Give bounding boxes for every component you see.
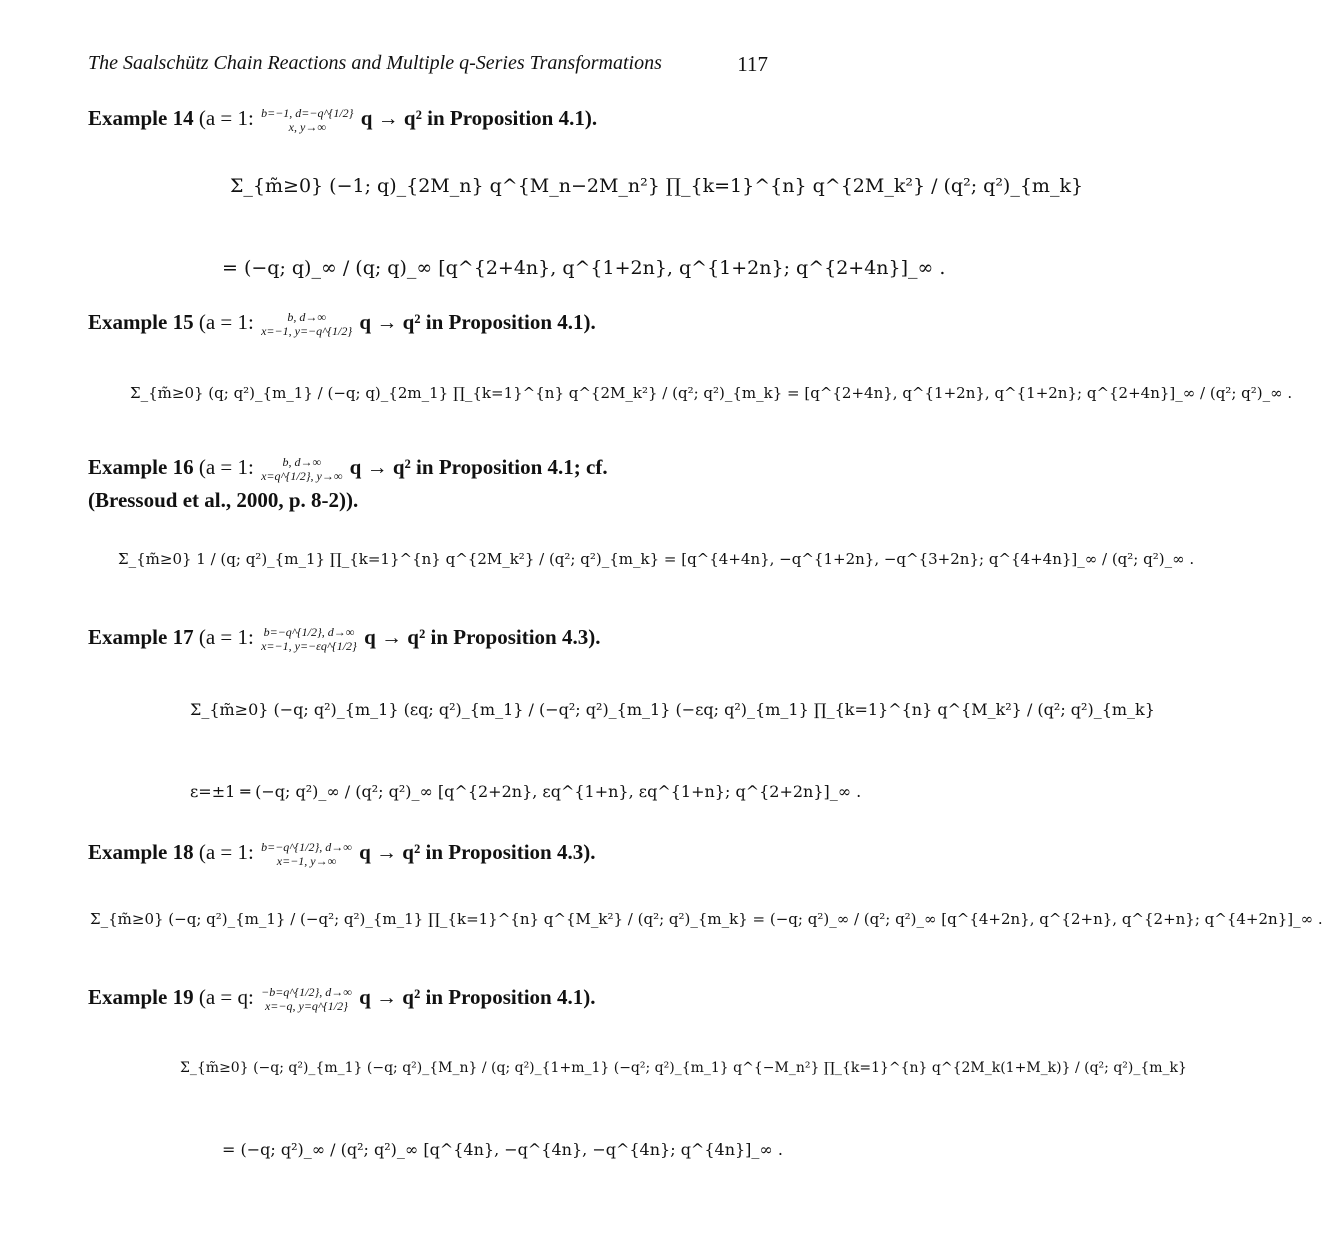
- formula-line: ε=±1 ═ (−q; q²)_∞ / (q²; q²)_∞ [q^{2+2n}, εq^{1+n}, εq^{1+n}; q^{2+2n}]_∞ .: [190, 782, 862, 801]
- formula-line: = (−q; q²)_∞ / (q²; q²)_∞ [q^{4n}, −q^{4n}, −q^{4n}; q^{4n}]_∞ .: [222, 1140, 783, 1159]
- substitution-lower: x, y→∞: [288, 120, 326, 135]
- example-label: Example 16: [88, 455, 194, 479]
- example-action: q → q² in Proposition 4.1; cf.: [349, 455, 608, 479]
- substitution-lower: x=q^{1/2}, y→∞: [261, 469, 343, 484]
- example-label: Example 18: [88, 840, 194, 864]
- substitution: [261, 106, 353, 134]
- page-number: 117: [737, 52, 768, 76]
- example-action: q → q² in Proposition 4.1).: [359, 310, 596, 334]
- example-label: Example 15: [88, 310, 194, 334]
- example-label: Example 14: [88, 106, 194, 130]
- parameter-a: (a = 1:: [198, 106, 254, 130]
- example-action: q → q² in Proposition 4.1).: [360, 106, 598, 130]
- substitution-upper: b, d→∞: [287, 310, 326, 325]
- example-action: q → q² in Proposition 4.3).: [359, 840, 596, 864]
- example-label: Example 19: [88, 985, 194, 1009]
- parameter-a: (a = q:: [198, 985, 254, 1009]
- parameter-a: (a = 1:: [198, 310, 254, 334]
- substitution-upper: b=−1, d=−q^{1/2}: [261, 106, 354, 121]
- example-label: Example 17: [88, 625, 194, 649]
- example-heading: [88, 625, 600, 653]
- formula-line: Σ_{m̃≥0} (q; q²)_{m_1} / (−q; q)_{2m_1} ∏_{k=1}^{n} q^{2M_k²} / (q²; q²)_{m_k} = [q^{2+4n}, q^{1+2n}, q^{1+2n}; q^{2+4n}]_∞ / (q²; q²)_∞ .: [130, 384, 1293, 402]
- substitution-lower: x=−1, y→∞: [276, 854, 337, 869]
- example-action: q → q² in Proposition 4.3).: [364, 625, 601, 649]
- parameter-a: (a = 1:: [198, 840, 254, 864]
- example-heading: [88, 310, 596, 338]
- substitution-lower: x=−1, y=−q^{1/2}: [261, 324, 353, 339]
- substitution-upper: −b=q^{1/2}, d→∞: [261, 985, 352, 1000]
- example-action: q → q² in Proposition 4.1).: [359, 985, 596, 1009]
- formula-line: Σ_{m̃≥0} (−1; q)_{2M_n} q^{M_n−2M_n²} ∏_{k=1}^{n} q^{2M_k²} / (q²; q²)_{m_k}: [230, 175, 1084, 197]
- example-heading: [88, 840, 595, 868]
- substitution-lower: x=−1, y=−εq^{1/2}: [261, 639, 357, 654]
- example-heading: [88, 455, 608, 483]
- formula-line: Σ_{m̃≥0} (−q; q²)_{m_1} / (−q²; q²)_{m_1} ∏_{k=1}^{n} q^{M_k²} / (q²; q²)_{m_k} = (−q; q²)_∞ / (q²; q²)_∞ [q^{4+2n}, q^{2+n}, q^{2+n}; q^{4+2n}]_∞ .: [90, 910, 1323, 928]
- running-title: The Saalschütz Chain Reactions and Multiple q-Series Transformations: [88, 52, 662, 74]
- substitution-upper: b=−q^{1/2}, d→∞: [261, 840, 352, 855]
- parameter-a: (a = 1:: [198, 455, 254, 479]
- substitution: [261, 310, 352, 338]
- example-heading: [88, 106, 597, 134]
- substitution: [261, 985, 352, 1013]
- substitution: [261, 840, 352, 868]
- formula-line: = (−q; q)_∞ / (q; q)_∞ [q^{2+4n}, q^{1+2n}, q^{1+2n}; q^{2+4n}]_∞ .: [222, 257, 946, 279]
- formula-line: Σ_{m̃≥0} 1 / (q; q²)_{m_1} ∏_{k=1}^{n} q^{2M_k²} / (q²; q²)_{m_k} = [q^{4+4n}, −q^{1+2n}, −q^{3+2n}; q^{4+4n}]_∞ / (q²; q²)_∞ .: [118, 550, 1195, 568]
- substitution-upper: b, d→∞: [282, 455, 322, 470]
- parameter-a: (a = 1:: [198, 625, 254, 649]
- substitution: [261, 455, 342, 483]
- formula-line: Σ_{m̃≥0} (−q; q²)_{m_1} (−q; q²)_{M_n} / (q; q²)_{1+m_1} (−q²; q²)_{m_1} q^{−M_n²} ∏_{k=1}^{n} q^{2M_k(1+M_k)} / (q²; q²)_{m_k}: [180, 1060, 1187, 1076]
- substitution-upper: b=−q^{1/2}, d→∞: [263, 625, 355, 640]
- formula-line: Σ_{m̃≥0} (−q; q²)_{m_1} (εq; q²)_{m_1} / (−q²; q²)_{m_1} (−εq; q²)_{m_1} ∏_{k=1}^{n} q^{M_k²} / (q²; q²)_{m_k}: [190, 700, 1155, 719]
- substitution: [261, 625, 357, 653]
- example-heading-continued: (Bressoud et al., 2000, p. 8-2)).: [88, 488, 359, 512]
- substitution-lower: x=−q, y=q^{1/2}: [264, 999, 348, 1014]
- example-heading: [88, 985, 595, 1013]
- running-head: [88, 52, 768, 80]
